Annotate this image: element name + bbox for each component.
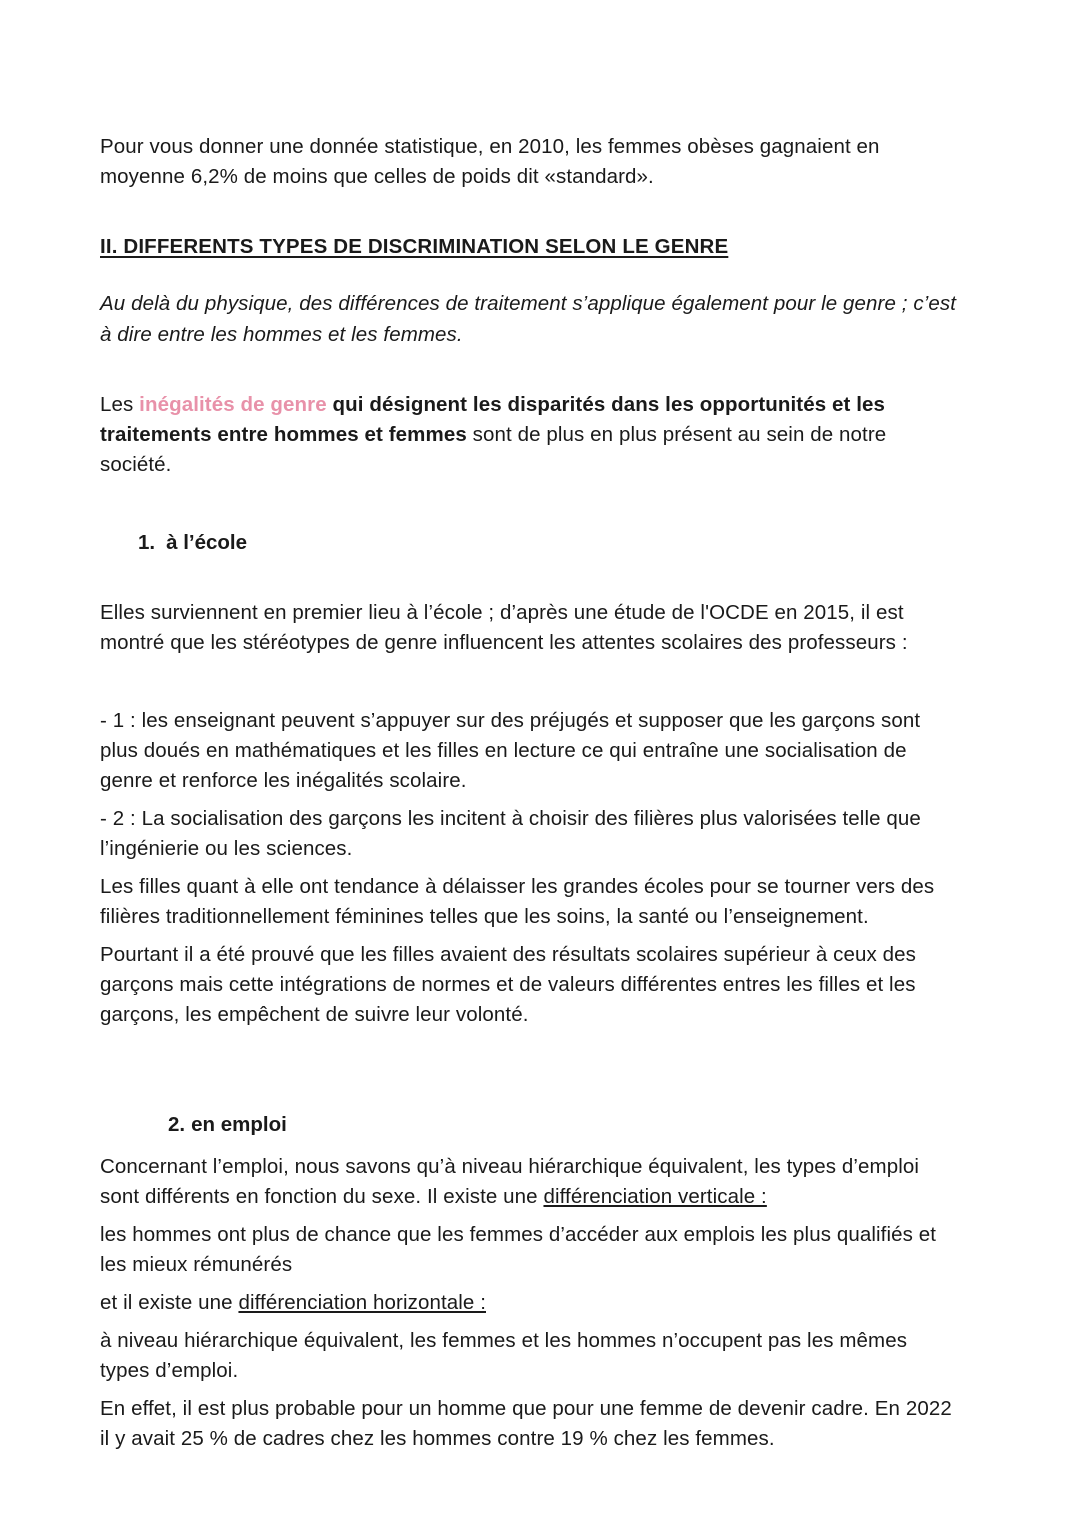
paragraph3-text: et il existe une — [100, 1291, 239, 1314]
section-heading: II. DIFFERENTS TYPES DE DISCRIMINATION SELON LE GENRE — [100, 235, 729, 258]
definition-lead: Les — [100, 393, 140, 416]
subsection2-paragraph-5: En effet, il est plus probable pour un homme que pour une femme de devenir cadre. En 2022 il y avait 25 % de cadres chez les hommes contre 19 % chez les femmes. — [100, 1397, 952, 1450]
subheading-number: 1. — [138, 531, 156, 554]
subheading-en-emploi — [100, 1110, 962, 1140]
document-body — [100, 132, 962, 1454]
subsection2-paragraph-3 — [100, 1288, 962, 1318]
subheading-a-lecole — [100, 528, 962, 558]
subsection1-point-2: - 2 : La socialisation des garçons les incitent à choisir des filières plus valorisées telle que l’ingénierie ou les sciences. — [100, 807, 921, 860]
definition-bold-part: qui désignent les disparités dans les opportunités et les traitements entre hommes et femmes — [100, 393, 886, 446]
spacer — [100, 262, 962, 288]
paragraph1-text: Concernant l’emploi, nous savons qu’à niveau hiérarchique équivalent, les types d’emploi sont différents en fonction du sexe. Il existe une — [100, 1155, 920, 1208]
subsection2-paragraph-4: à niveau hiérarchique équivalent, les femmes et les hommes n’occupent pas les mêmes types d’emploi. — [100, 1329, 908, 1382]
spacer — [100, 372, 962, 390]
subsection1-intro-paragraph: Elles surviennent en premier lieu à l’école ; d’après une étude de l'OCDE en 2015, il est montré que les stéréotypes de genre influencent les attentes scolaires des professeurs : — [100, 601, 908, 654]
subsection1-paragraph-3: Les filles quant à elle ont tendance à délaisser les grandes écoles pour se tourner vers des filières traditionnellement féminines telles que les soins, la santé ou l’enseignement. — [100, 875, 935, 928]
accent-term-inegalites-de-genre: inégalités de genre — [139, 393, 327, 416]
spacer — [100, 1140, 962, 1152]
intro-paragraph: Pour vous donner une donnée statistique, en 2010, les femmes obèses gagnaient en moyenne 6,2% de moins que celles de poids dit «standard». — [100, 135, 880, 188]
subsection2-paragraph-1 — [100, 1152, 962, 1212]
subsection1-point-1: - 1 : les enseignant peuvent s’appuyer sur des préjugés et supposer que les garçons sont plus doués en mathématiques et les filles en lecture ce qui entraîne une socialisation de genre et renforce les inégalités scolaire. — [100, 709, 921, 792]
spacer — [100, 558, 962, 598]
subsection2-paragraph-2: les hommes ont plus de chance que les femmes d’accéder aux emplois les plus qualifiés et les mieux rémunérés — [100, 1223, 937, 1276]
subsection1-paragraph-4: Pourtant il a été prouvé que les filles avaient des résultats scolaires supérieur à ceux des garçons mais cette intégrations de normes et de valeurs différentes entres les filles et les garçons, les empêchent de suivre leur volonté. — [100, 943, 916, 1026]
term-differenciation-verticale: différenciation verticale : — [543, 1185, 767, 1208]
spacer — [100, 680, 962, 706]
subheading-title: à l’école — [166, 531, 248, 554]
definition-tail: sont de plus en plus présent au sein de notre société. — [100, 423, 887, 476]
italic-intro-paragraph: Au delà du physique, des différences de traitement s’applique également pour le genre ; c’est à dire entre les hommes et les femmes. — [100, 292, 957, 346]
spacer — [100, 214, 962, 232]
term-differenciation-horizontale: différenciation horizontale : — [238, 1291, 486, 1314]
definition-paragraph — [100, 390, 962, 480]
spacer — [100, 1052, 962, 1110]
subheading-number: 2. — [168, 1113, 186, 1136]
subheading-title: en emploi — [191, 1113, 287, 1136]
spacer — [100, 502, 962, 528]
